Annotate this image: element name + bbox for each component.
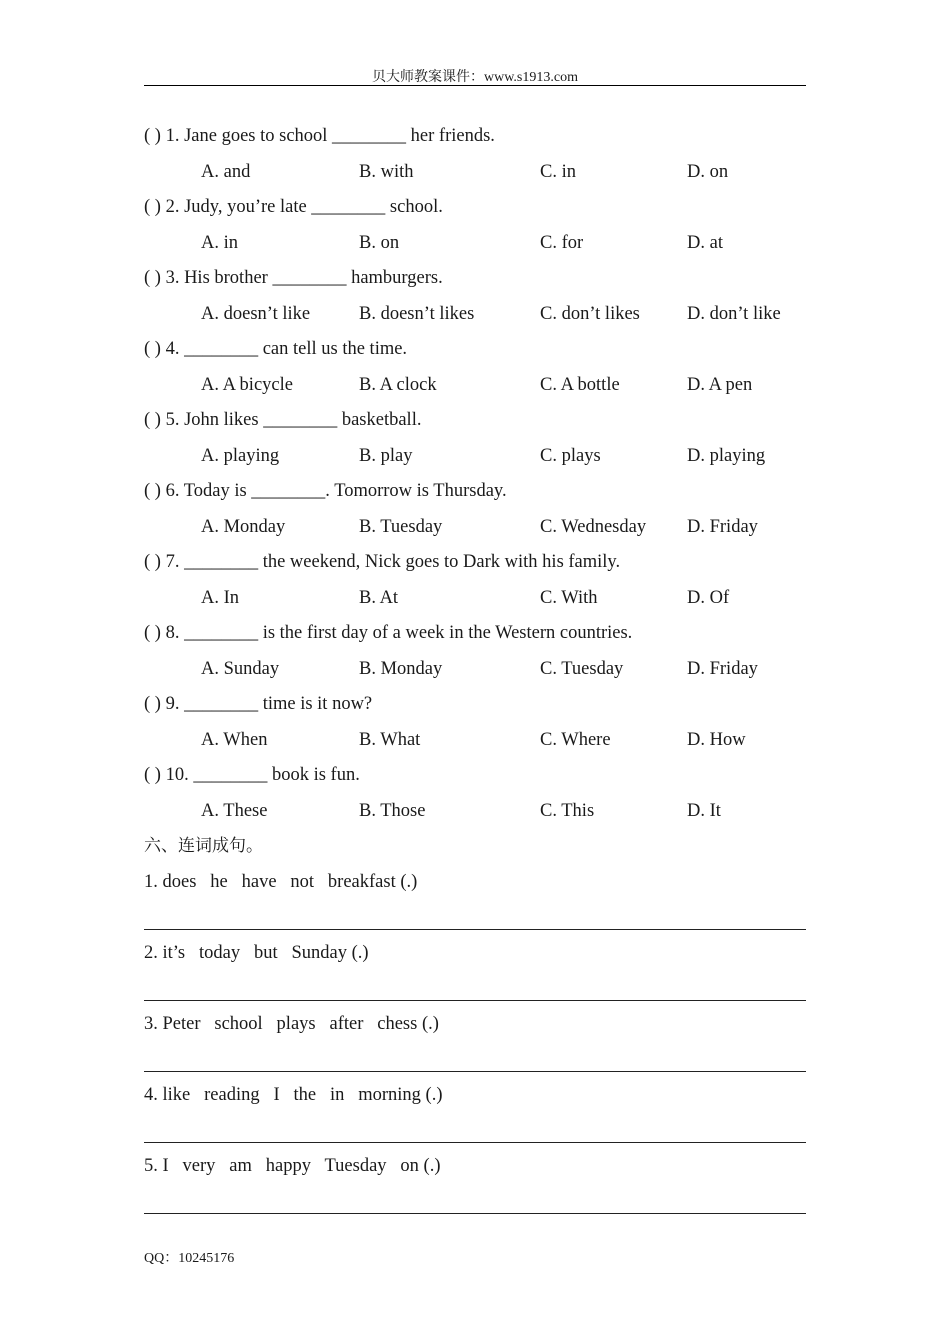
option-b: B. with — [359, 161, 414, 182]
scrambled-sentence: 1. does he have not breakfast (.) — [144, 871, 418, 892]
option-d: D. Friday — [687, 516, 758, 537]
question-options — [144, 723, 806, 759]
option-d: D. playing — [687, 445, 766, 466]
option-c: C. plays — [540, 445, 601, 466]
option-b: B. on — [359, 232, 400, 253]
option-d: D. It — [687, 800, 721, 821]
question-options — [144, 368, 806, 404]
option-c: C. don’t likes — [540, 303, 640, 324]
sentence-ordering-section — [144, 865, 806, 1220]
question-options — [144, 581, 806, 617]
option-b: B. play — [359, 445, 413, 466]
option-b: B. At — [359, 587, 399, 608]
option-a: A. When — [201, 729, 268, 750]
option-c: C. Wednesday — [540, 516, 647, 537]
option-a: A. Monday — [201, 516, 286, 537]
option-a: A. and — [201, 161, 251, 182]
question-options — [144, 652, 806, 688]
option-b: B. What — [359, 729, 421, 750]
option-a: A. A bicycle — [201, 374, 293, 395]
option-d: D. don’t like — [687, 303, 781, 324]
answer-line[interactable] — [144, 1042, 806, 1078]
page-header: 贝大师教案课件：www.s1913.com — [372, 70, 578, 85]
option-a: A. Sunday — [201, 658, 280, 679]
multiple-choice-section — [144, 119, 806, 829]
question-options — [144, 226, 806, 262]
option-d: D. Friday — [687, 658, 758, 679]
header-rule — [144, 85, 806, 86]
question-options — [144, 510, 806, 546]
question-options — [144, 297, 806, 333]
option-c: C. A bottle — [540, 374, 620, 395]
option-c: C. Where — [540, 729, 611, 750]
answer-line[interactable] — [144, 1184, 806, 1220]
answer-line[interactable] — [144, 971, 806, 1007]
question-stem: ( ) 8. ________ is the first day of a week in the Western countries. — [144, 623, 633, 643]
answer-line[interactable] — [144, 1113, 806, 1149]
option-c: C. Tuesday — [540, 658, 624, 679]
question-options — [144, 439, 806, 475]
option-b: B. A clock — [359, 374, 437, 395]
option-b: B. Tuesday — [359, 516, 443, 537]
option-a: A. In — [201, 587, 240, 608]
question-stem: ( ) 6. Today is ________. Tomorrow is Thursday. — [144, 481, 507, 501]
option-a: A. in — [201, 232, 238, 253]
option-d: D. on — [687, 161, 729, 182]
page-footer: QQ：10245176 — [144, 1251, 235, 1266]
question-stem: ( ) 4. ________ can tell us the time. — [144, 339, 408, 359]
question-stem: ( ) 7. ________ the weekend, Nick goes to Dark with his family. — [144, 552, 621, 572]
section-six-title: 六、连词成句。 — [144, 836, 263, 856]
question-options — [144, 155, 806, 191]
option-a: A. These — [201, 800, 268, 821]
option-b: B. Those — [359, 800, 426, 821]
option-d: D. A pen — [687, 374, 753, 395]
option-c: C. for — [540, 232, 584, 253]
option-c: C. With — [540, 587, 598, 608]
question-stem: ( ) 9. ________ time is it now? — [144, 694, 373, 714]
option-b: B. doesn’t likes — [359, 303, 475, 324]
worksheet-body — [144, 119, 806, 1220]
option-a: A. playing — [201, 445, 280, 466]
question-stem: ( ) 1. Jane goes to school ________ her friends. — [144, 126, 495, 146]
scrambled-sentence: 2. it’s today but Sunday (.) — [144, 942, 369, 963]
option-d: D. at — [687, 232, 723, 253]
question-stem: ( ) 10. ________ book is fun. — [144, 765, 360, 785]
question-stem: ( ) 5. John likes ________ basketball. — [144, 410, 422, 430]
option-a: A. doesn’t like — [201, 303, 311, 324]
option-c: C. This — [540, 800, 595, 821]
answer-line[interactable] — [144, 900, 806, 936]
question-stem: ( ) 2. Judy, you’re late ________ school. — [144, 197, 443, 217]
option-c: C. in — [540, 161, 576, 182]
option-d: D. How — [687, 729, 746, 750]
question-options — [144, 794, 806, 830]
scrambled-sentence: 3. Peter school plays after chess (.) — [144, 1013, 439, 1034]
question-stem: ( ) 3. His brother ________ hamburgers. — [144, 268, 443, 288]
scrambled-sentence: 5. I very am happy Tuesday on (.) — [144, 1155, 441, 1176]
scrambled-sentence: 4. like reading I the in morning (.) — [144, 1084, 443, 1105]
option-d: D. Of — [687, 587, 730, 608]
option-b: B. Monday — [359, 658, 443, 679]
